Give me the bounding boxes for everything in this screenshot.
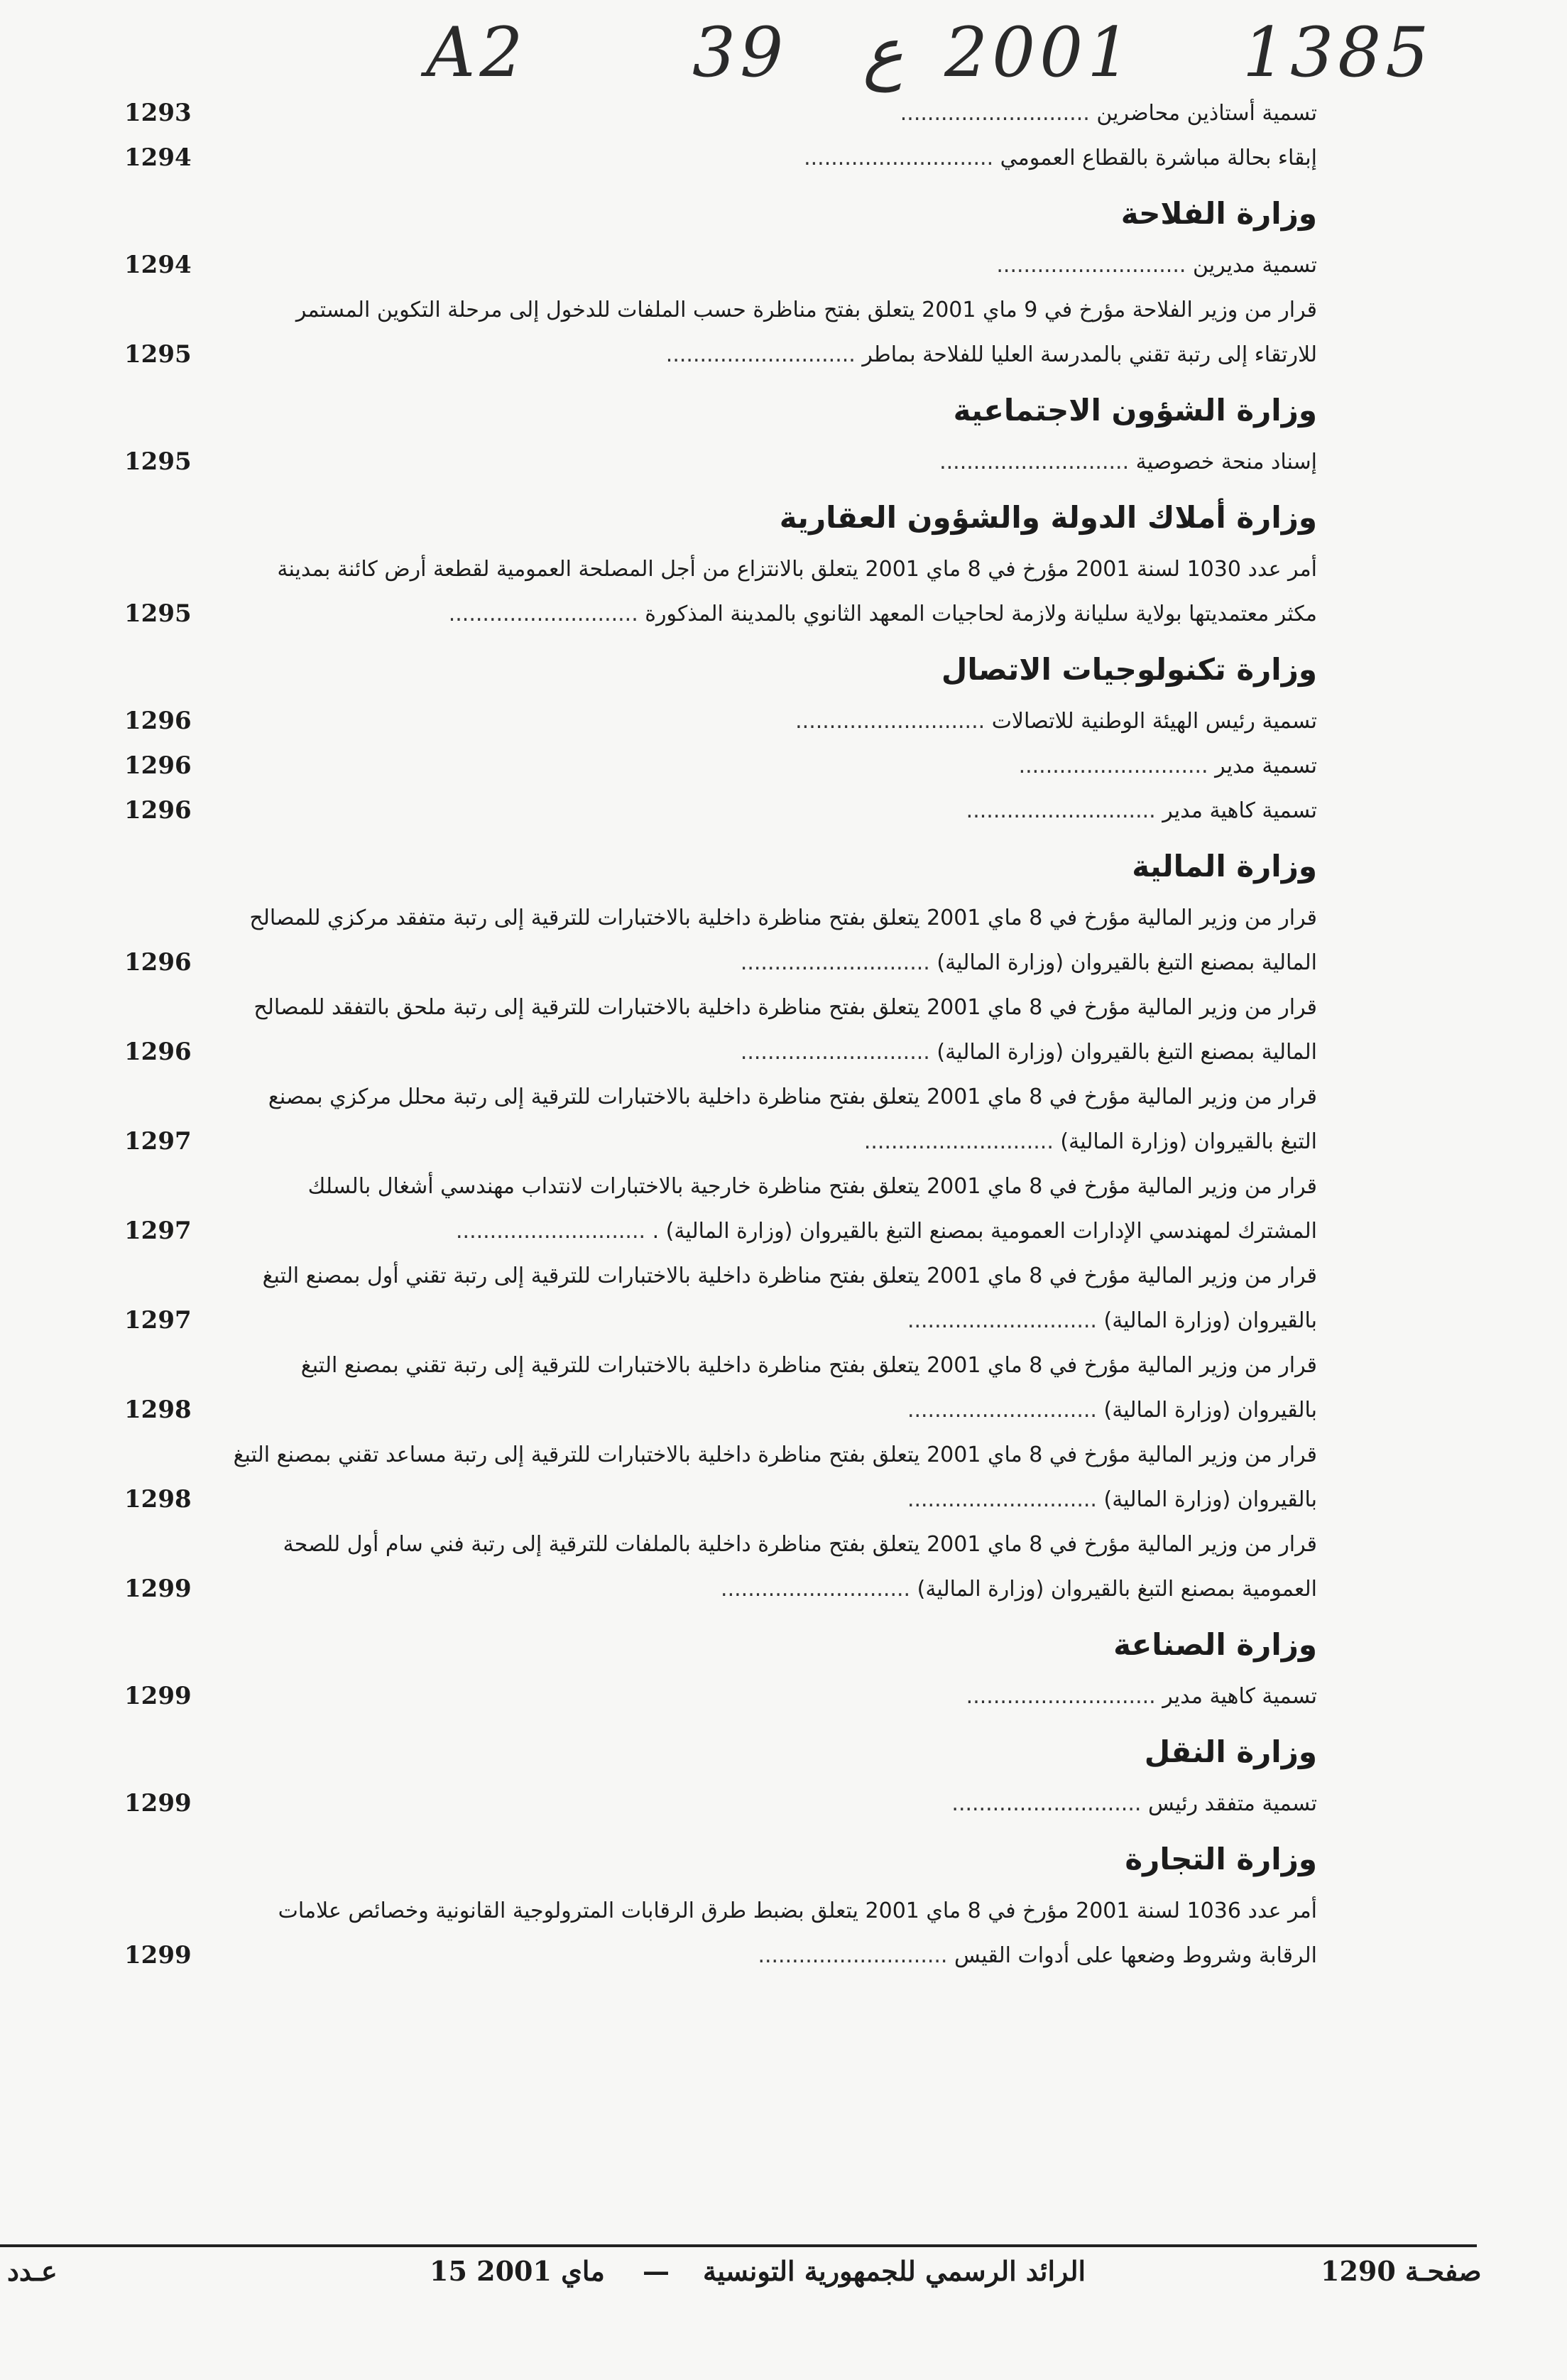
toc-entry: [124, 1781, 1317, 1826]
toc-page-number: 1296: [124, 751, 192, 780]
toc-entry-title: قرار من وزير المالية مؤرخ في 8 ماي 2001 يتعلق بفتح مناظرة داخلية بالاختبارات للترقية إلى رتبة ملحق بالتفقد للمصالح المالية بمصنع التبغ بالقيروان (وزارة المالية): [253, 995, 1317, 1065]
toc-entry: [124, 547, 1317, 636]
toc-page-number: 1299: [124, 1682, 192, 1710]
footer-page-label: صفحـة 1290: [1321, 2255, 1482, 2287]
dot-leader: ............................: [795, 709, 992, 734]
toc-entry-text: [231, 1343, 1317, 1433]
toc-entry: [124, 788, 1317, 833]
toc-entry-title: أمر عدد 1030 لسنة 2001 مؤرخ في 8 ماي 2001 يتعلق بالانتزاع من أجل المصلحة العمومية لقطعة أرض كائنة بمدينة مكثر معتمديتها بولاية سليانة ولازمة لحاجيات المعهد الثانوي بالمدينة المذكورة: [277, 557, 1317, 626]
toc-entry-text: [231, 243, 1317, 288]
toc-entry-title: قرار من وزير المالية مؤرخ في 8 ماي 2001 يتعلق بفتح مناظرة داخلية بالاختبارات للترقية إلى رتبة مساعد تقني بمصنع التبغ بالقيروان (وزارة المالية): [233, 1442, 1317, 1512]
dot-leader: ............................: [966, 1684, 1163, 1709]
dot-leader: ............................: [907, 1308, 1104, 1333]
toc-entry-text: [231, 136, 1317, 180]
footer-divider: [0, 2244, 1477, 2247]
toc-entry-text: [231, 896, 1317, 985]
toc-page-number: 1294: [124, 143, 192, 172]
toc-entry-title: قرار من وزير الفلاحة مؤرخ في 9 ماي 2001 يتعلق بفتح مناظرة حسب الملفات للدخول إلى مرحلة التكوين المستمر للارتقاء إلى رتبة تقني بالمدرسة العليا للفلاحة بماطر: [295, 298, 1317, 367]
section-heading: وزارة أملاك الدولة والشؤون العقارية: [779, 500, 1317, 535]
toc-entry-text: [231, 1781, 1317, 1826]
toc-entry-text: [231, 288, 1317, 377]
toc-entry-title: تسمية مديرين: [1192, 253, 1317, 278]
toc-entry-text: [231, 744, 1317, 788]
dot-leader: ............................: [966, 798, 1163, 823]
toc-entry: [124, 91, 1317, 136]
toc-entry-title: تسمية كاهية مدير: [1162, 798, 1317, 823]
toc-entry: [124, 288, 1317, 377]
toc-entry: [124, 699, 1317, 744]
section-heading: وزارة تكنولوجيات الاتصال: [941, 652, 1317, 687]
dot-leader: ............................: [665, 342, 863, 367]
handwritten-code: A2: [426, 13, 528, 92]
toc-entry-text: [231, 440, 1317, 484]
toc-entry-text: [231, 699, 1317, 744]
toc-entry: [124, 896, 1317, 985]
toc-page-number: 1296: [124, 707, 192, 735]
toc-entry: [124, 1254, 1317, 1343]
toc-entry-text: [231, 1433, 1317, 1522]
toc-entry-text: [231, 91, 1317, 136]
toc-entry-text: [231, 1889, 1317, 1978]
footer-date: 15 ماي 2001: [430, 2255, 605, 2287]
toc-entry: [124, 1075, 1317, 1164]
toc-page-number: 1295: [124, 447, 192, 476]
toc-entry-text: [231, 1522, 1317, 1612]
footer-issue: عـدد: [7, 2255, 58, 2287]
dot-leader: ............................: [939, 450, 1136, 474]
toc-entry-title: قرار من وزير المالية مؤرخ في 8 ماي 2001 يتعلق بفتح مناظرة داخلية بالاختبارات للترقية إلى رتبة تقني بمصنع التبغ بالقيروان (وزارة المالية): [300, 1353, 1317, 1423]
toc-page-number: 1296: [124, 796, 192, 825]
dot-leader: ............................: [900, 101, 1097, 126]
dot-leader: ............................: [740, 950, 937, 975]
toc-entry: [124, 136, 1317, 180]
toc-entry-title: قرار من وزير المالية مؤرخ في 8 ماي 2001 يتعلق بفتح مناظرة داخلية بالاختبارات للترقية إلى رتبة تقني أول بمصنع التبغ بالقيروان (وزارة المالية): [262, 1264, 1317, 1333]
toc-entry-text: [231, 788, 1317, 833]
toc-entry-title: تسمية كاهية مدير: [1162, 1684, 1317, 1709]
section-heading: وزارة النقل: [1144, 1734, 1317, 1769]
toc-page-number: 1297: [124, 1127, 192, 1156]
toc-entry: [124, 1164, 1317, 1254]
toc-entry-title: قرار من وزير المالية مؤرخ في 8 ماي 2001 يتعلق بفتح مناظرة داخلية بالاختبارات للترقية إلى رتبة متفقد مركزي للمصالح المالية بمصنع التبغ بالقيروان (وزارة المالية): [249, 906, 1317, 975]
footer-journal: الرائد الرسمي للجمهورية التونسية: [703, 2255, 1086, 2287]
toc-page-number: 1293: [124, 99, 192, 127]
footer-dash: —: [643, 2255, 670, 2287]
toc-page-number: 1296: [124, 948, 192, 977]
handwritten-number: 1385: [1243, 13, 1434, 92]
toc-entry-title: تسمية رئيس الهيئة الوطنية للاتصالات: [991, 709, 1317, 734]
section-heading: وزارة التجارة: [1125, 1842, 1317, 1876]
dot-leader: ............................: [1018, 754, 1216, 778]
toc-page-number: 1297: [124, 1306, 192, 1335]
dot-leader: ............................: [951, 1791, 1148, 1816]
dot-leader: ............................: [740, 1040, 937, 1065]
toc-entry: [124, 744, 1317, 788]
handwritten-issue: 39: [692, 13, 788, 92]
dot-leader: ............................: [863, 1129, 1061, 1154]
dot-leader: ............................: [907, 1487, 1104, 1512]
toc-entry: [124, 440, 1317, 484]
toc-page-number: 1294: [124, 251, 192, 279]
toc-page-number: 1295: [124, 340, 192, 369]
dot-leader: ............................: [758, 1943, 955, 1968]
toc-page-number: 1297: [124, 1217, 192, 1245]
toc-entry-text: [231, 1254, 1317, 1343]
toc-entry: [124, 1343, 1317, 1433]
toc-entry-text: [231, 1674, 1317, 1719]
toc-entry: [124, 985, 1317, 1075]
table-of-contents: [124, 91, 1317, 1978]
dot-leader: ............................: [448, 602, 645, 626]
section-heading: وزارة الفلاحة: [1120, 196, 1317, 231]
toc-page-number: 1298: [124, 1485, 192, 1514]
toc-page-number: 1296: [124, 1038, 192, 1066]
toc-entry-title: تسمية متفقد رئيس: [1147, 1791, 1317, 1816]
dot-leader: ............................: [996, 253, 1193, 278]
toc-page-number: 1299: [124, 1941, 192, 1969]
toc-page-number: 1299: [124, 1575, 192, 1603]
toc-entry-title: قرار من وزير المالية مؤرخ في 8 ماي 2001 يتعلق بفتح مناظرة خارجية بالاختبارات لانتداب مهندسي أشغال بالسلك المشترك لمهندسي الإدارات العمومية بمصنع التبغ بالقيروان (وزارة المالية) .: [307, 1174, 1317, 1244]
handwritten-year: 2001: [944, 13, 1135, 92]
toc-entry: [124, 243, 1317, 288]
handwritten-letter: ع: [863, 13, 904, 92]
dot-leader: ............................: [804, 146, 1000, 170]
toc-entry-title: قرار من وزير المالية مؤرخ في 8 ماي 2001 يتعلق بفتح مناظرة داخلية بالاختبارات للترقية إلى رتبة محلل مركزي بمصنع التبغ بالقيروان (وزارة المالية): [268, 1085, 1317, 1154]
toc-entry-title: إسناد منحة خصوصية: [1135, 450, 1317, 474]
toc-entry-title: أمر عدد 1036 لسنة 2001 مؤرخ في 8 ماي 2001 يتعلق بضبط طرق الرقابات المترولوجية القانونية وخصائص علامات الرقابة وشروط وضعها على أدوات القيس: [278, 1898, 1317, 1968]
toc-entry: [124, 1433, 1317, 1522]
section-heading: وزارة الشؤون الاجتماعية: [953, 393, 1317, 428]
dot-leader: ............................: [721, 1577, 917, 1602]
toc-entry-title: تسمية مدير: [1215, 754, 1317, 778]
section-heading: وزارة الصناعة: [1113, 1627, 1317, 1662]
section-heading: وزارة المالية: [1132, 849, 1317, 884]
toc-entry-text: [231, 985, 1317, 1075]
toc-entry: [124, 1674, 1317, 1719]
toc-entry-text: [231, 547, 1317, 636]
dot-leader: ............................: [456, 1219, 653, 1244]
page-footer: [0, 2255, 1567, 2305]
toc-entry-text: [231, 1164, 1317, 1254]
toc-entry-title: تسمية أستاذين محاضرين: [1096, 101, 1317, 126]
toc-entry: [124, 1889, 1317, 1978]
toc-page-number: 1299: [124, 1789, 192, 1817]
toc-page-number: 1298: [124, 1396, 192, 1424]
toc-entry-title: قرار من وزير المالية مؤرخ في 8 ماي 2001 يتعلق بفتح مناظرة داخلية بالملفات للترقية إلى رتبة فني سام أول للصحة العمومية بمصنع التبغ بالقيروان (وزارة المالية): [283, 1532, 1317, 1602]
toc-page-number: 1295: [124, 599, 192, 628]
toc-entry-text: [231, 1075, 1317, 1164]
dot-leader: ............................: [907, 1398, 1104, 1423]
toc-entry: [124, 1522, 1317, 1612]
toc-entry-title: إبقاء بحالة مباشرة بالقطاع العمومي: [1000, 146, 1317, 170]
